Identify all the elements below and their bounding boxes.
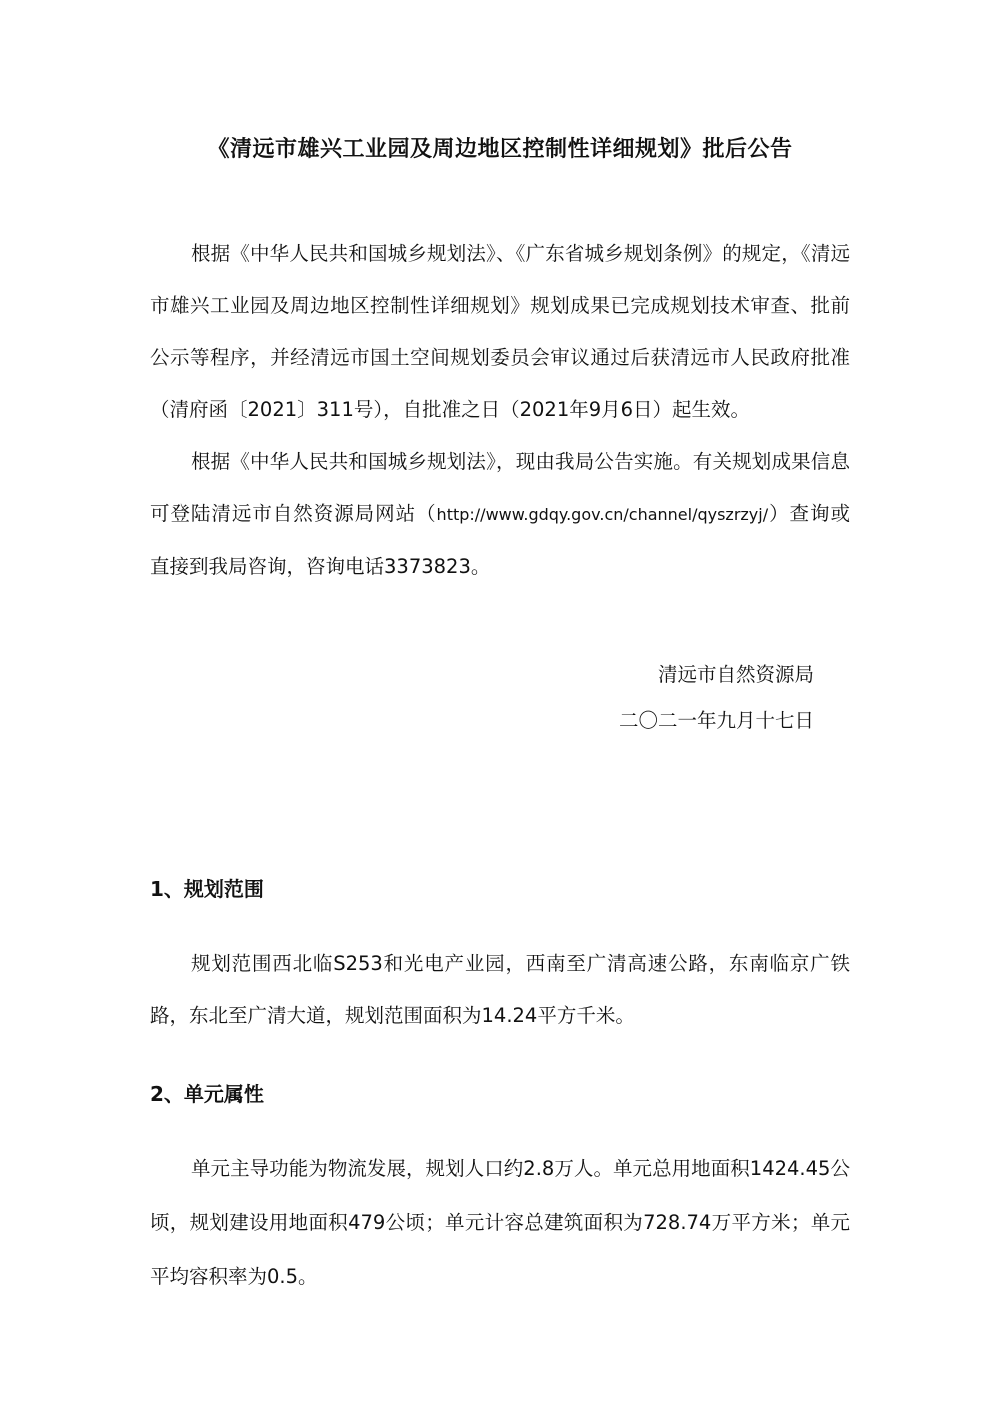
section-2-text: 单元主导功能为物流发展，规划人口约2.8万人。单元总用地面积1424.45公顷，规划建设用地面积479公顷；单元计容总建筑面积为728.74万平方米；单元平均容积率为0.5。 — [150, 1157, 850, 1288]
announcement-paragraph-2 — [150, 436, 850, 593]
section-2-body — [150, 1142, 850, 1304]
announcement-paragraph-1 — [150, 228, 850, 436]
signature-organization: 清远市自然资源局 — [657, 663, 814, 686]
paragraph-1-text: 根据《中华人民共和国城乡规划法》、《广东省城乡规划条例》的规定，《清远市雄兴工业园及周边地区控制性详细规划》规划成果已完成规划技术审查、批前公示等程序，并经清远市国土空间规划委员会审议通过后获清远市人民政府批准（清府函〔2021〕311号），自批准之日（2021年9月6日）起生效。 — [150, 242, 850, 421]
signature-date: 二〇二一年九月十七日 — [618, 709, 814, 732]
section-1-body — [150, 938, 850, 1042]
website-url-link[interactable]: http://www.gdqy.gov.cn/channel/qyszrzyj/ — [436, 505, 769, 524]
paragraph-2-tail: ）查询或直接到我局咨询，咨询电话3373823。 — [150, 502, 850, 578]
section-1-heading: 1、规划范围 — [150, 877, 264, 901]
document-title: 《清远市雄兴工业园及周边地区控制性详细规划》批后公告 — [207, 137, 793, 162]
paragraph-2-text — [150, 436, 850, 593]
paragraph-2-lead: 根据《中华人民共和国城乡规划法》，现由我局公告实施。有关规划成果信息可登陆清远市自然资源局网站（ — [150, 450, 850, 525]
section-2-heading: 2、单元属性 — [150, 1082, 264, 1106]
section-1-text: 规划范围西北临S253和光电产业园，西南至广清高速公路，东南临京广铁路，东北至广清大道，规划范围面积为14.24平方千米。 — [150, 952, 850, 1027]
